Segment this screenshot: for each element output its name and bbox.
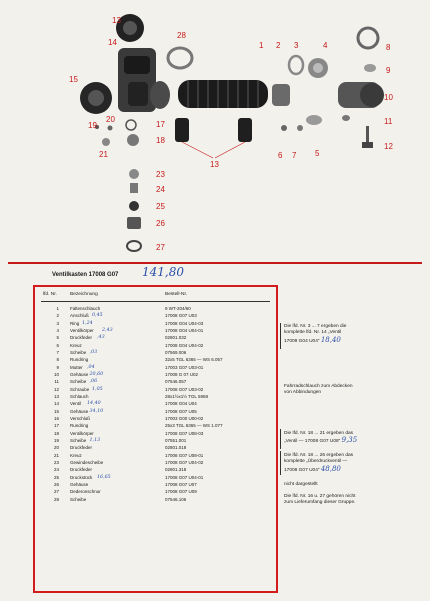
part-pressure-piece-25	[129, 201, 139, 211]
row-handwritten-price: 34,10	[89, 408, 104, 414]
row-name: Ventilkörper	[70, 430, 94, 436]
note-4-line-3: 17008 G07 U04“ 48,80	[284, 464, 341, 473]
row-nr: 14	[53, 401, 59, 407]
callout-21: 21	[99, 150, 108, 159]
table-row	[35, 349, 276, 356]
row-name: Gehäuse	[70, 408, 89, 414]
table-row	[35, 342, 276, 349]
callout-17: 17	[156, 120, 165, 129]
note-fahrradschlauch	[284, 384, 353, 397]
table-body	[35, 305, 276, 503]
row-nr: 19	[53, 437, 59, 443]
callout-10: 10	[384, 93, 393, 102]
part-washer-23	[129, 169, 139, 179]
table-row	[35, 437, 276, 444]
row-nr: 4	[56, 327, 59, 333]
note-6-line-2: zum Lieferumfang dieser Gruppe.	[284, 500, 356, 506]
part-nut-9	[364, 64, 376, 72]
note-4-price: 48,80	[320, 464, 341, 473]
row-nr: 23	[53, 459, 59, 465]
row-nr: 21	[53, 452, 59, 458]
row-name: Rundring	[70, 423, 89, 429]
note-1-line-3: 17009 G04 U04“ 18,40	[284, 335, 341, 344]
row-nr: 2	[56, 313, 59, 319]
table-row	[35, 466, 276, 473]
row-handwritten-price: ,06	[89, 379, 98, 385]
table-row	[35, 459, 276, 466]
row-name: Druckstück	[70, 474, 93, 480]
row-nr: 16	[53, 415, 59, 421]
row-order: 17008 G07 U03-02	[165, 386, 204, 392]
part-ring-28	[168, 48, 192, 68]
table-row	[35, 400, 276, 407]
row-name: Druckfeder	[70, 335, 93, 341]
row-name: Dederonschnur	[70, 489, 101, 495]
row-order: 17008 G04 U04-03	[165, 320, 204, 326]
row-name: Scheibe	[70, 437, 87, 443]
row-name: Schlauch	[70, 393, 89, 399]
row-handwritten-price: 1,05	[92, 386, 103, 392]
row-order: 17003 G00 U00-02	[165, 415, 204, 421]
part-valve-body-18	[127, 134, 139, 146]
callout-19: 19	[88, 121, 97, 130]
callout-5: 5	[315, 149, 320, 158]
note-6-line-1: Die lfd. Nr. 16 u. 27 gehören nicht	[284, 494, 356, 499]
row-order: 17003 G07 U03-01	[165, 364, 204, 370]
note-1-price: 18,40	[320, 335, 341, 344]
row-name: Scheibe	[70, 379, 87, 385]
part-screw-12	[362, 126, 373, 148]
row-order: 17008 G04 U04-02	[165, 342, 204, 348]
part-ring-17	[126, 120, 136, 130]
row-name: Scheibe	[70, 496, 87, 502]
note-4-line-1: Die lfd. Nr. 18 ... 26 ergeben das	[284, 453, 354, 458]
row-handwritten-price: ,43	[97, 335, 105, 341]
part-cord-27	[127, 241, 141, 251]
row-nr: 9	[56, 364, 59, 370]
part-spring-24	[130, 183, 138, 193]
row-order: 32x5 TGL 6365 — WS 6.057	[165, 357, 223, 363]
row-order: 9 WT-204/60	[165, 306, 191, 311]
row-nr: 24	[53, 467, 59, 473]
row-handwritten-price: 1,13	[89, 437, 101, 443]
note-2-line-2: von Abbindungen	[284, 390, 322, 396]
note-3-line-1: Die lfd. Nr. 18 ... 21 ergeben das	[284, 431, 354, 436]
section-title: Ventilkasten 17008 G07	[52, 272, 119, 278]
row-nr: 20	[53, 445, 59, 451]
header-rule	[41, 301, 270, 302]
table-row	[35, 474, 276, 481]
table-row	[35, 393, 276, 400]
table-row	[35, 386, 276, 393]
callout-23: 23	[156, 170, 165, 179]
row-nr: 8	[56, 357, 59, 363]
table-row	[35, 481, 276, 488]
row-handwritten-price: 0,45	[92, 313, 103, 319]
table-row	[35, 364, 276, 371]
note-lieferumfang	[284, 494, 355, 507]
row-order: 17008 G 07 U02	[165, 371, 199, 377]
part-housing-10	[338, 82, 384, 108]
table-row	[35, 356, 276, 363]
row-nr: 15	[53, 408, 59, 414]
row-order: 17008 G07 U03	[165, 313, 197, 319]
callout-11: 11	[384, 117, 393, 126]
part-spring-5	[306, 115, 322, 125]
callout-4: 4	[323, 41, 328, 50]
table-row	[35, 452, 276, 459]
callout-3: 3	[294, 41, 299, 50]
callout-15: 14	[108, 38, 117, 47]
row-name: Gehäuse	[70, 371, 89, 377]
row-order: 17008 G07 U08-01	[165, 452, 204, 458]
row-name: Mutter	[70, 364, 83, 370]
row-nr: 18	[53, 430, 59, 436]
row-name: Anschluß	[70, 313, 89, 319]
row-nr: 3	[56, 320, 59, 326]
parts-table	[33, 285, 278, 593]
row-nr: 27	[53, 489, 59, 495]
row-nr: 5	[56, 335, 59, 341]
table-row	[35, 408, 276, 415]
callout-27: 27	[156, 243, 165, 252]
table-row	[35, 415, 276, 422]
callout-25: 25	[156, 202, 165, 211]
table-row	[35, 430, 276, 437]
part-cross-6	[281, 125, 287, 131]
table-row	[35, 327, 276, 334]
table-row	[35, 334, 276, 341]
row-order: 17008 G07 U07	[165, 481, 197, 487]
row-name: Kreuz	[70, 452, 82, 458]
row-order: 17008 G07 U05	[165, 408, 197, 414]
row-order: 17008 G07 U09	[165, 489, 197, 495]
callout-1: 1	[259, 41, 264, 50]
part-ring-3	[289, 56, 303, 74]
row-order: 17008 G07 U04-01	[165, 474, 204, 480]
row-order: 02801.032	[165, 335, 187, 341]
header-name: Bezeichnung	[70, 292, 98, 297]
callout-14: 13	[112, 16, 121, 25]
callout-8: 8	[386, 43, 391, 52]
part-washer-11	[342, 115, 350, 121]
row-handwritten-price: ,03	[89, 349, 98, 355]
part-housing-15	[118, 48, 170, 112]
row-order: 07551.001	[165, 437, 187, 443]
callout-26: 26	[156, 219, 165, 228]
row-order: 07546.106	[165, 496, 187, 502]
callout-16: 15	[69, 75, 78, 84]
header-nr: lfd. Nr.	[43, 292, 57, 297]
part-hose-13b	[238, 118, 252, 142]
row-name: Scheibe	[70, 349, 87, 355]
callout-7: 7	[292, 151, 297, 160]
note-1-line-2: komplette lfd. Nr. 14 „Ventil	[284, 330, 342, 336]
callout-12: 12	[384, 142, 393, 151]
row-order: 28x1½x1½ TGL 5958	[165, 393, 209, 399]
row-order: 17008 G07 U08-03	[165, 430, 204, 436]
part-washer-7	[297, 125, 303, 131]
row-order: 17008 G04 U04-01	[165, 327, 204, 333]
callout-28: 28	[177, 31, 186, 40]
row-order: 25x3 TGL 6365 — WS 1.077	[165, 423, 223, 429]
section-divider	[8, 262, 422, 264]
note-bracket-1	[280, 323, 281, 349]
row-name: Faltenschlauch	[70, 306, 101, 311]
part-spring-20	[108, 126, 113, 131]
part-bellows-1	[178, 80, 268, 108]
row-nr: 6	[56, 342, 59, 348]
table-row	[35, 371, 276, 378]
row-name: Ventil	[70, 401, 82, 407]
row-handwritten-price: 1,24	[82, 320, 93, 326]
table-row	[35, 496, 276, 503]
note-4-line-2: komplette „Überdruckventil —	[284, 459, 348, 465]
row-name: Ventilkörper	[70, 327, 94, 333]
note-bracket-3	[280, 429, 281, 449]
handwritten-price: 141,80	[142, 265, 184, 279]
row-name: Ring	[70, 320, 80, 326]
row-nr: 26	[53, 481, 59, 487]
row-name: Verschluß	[70, 415, 91, 421]
table-row	[35, 488, 276, 495]
table-row	[35, 378, 276, 385]
row-order: 17008 G04 U04	[165, 401, 197, 407]
note-nicht-dargestellt: nicht dargestellt	[284, 482, 318, 487]
row-name: Kreuz	[70, 342, 82, 348]
row-name: Rundring	[70, 357, 89, 363]
note-ventil-14	[284, 324, 346, 345]
callout-24: 24	[156, 185, 165, 194]
note-3-price: 9,35	[341, 436, 358, 445]
part-cross-21	[102, 138, 110, 146]
header-order: Bestell-Nr.	[165, 292, 188, 297]
row-handwritten-price: 20,60	[89, 371, 104, 377]
row-nr: 7	[56, 349, 59, 355]
row-order: 07569.006	[165, 349, 187, 355]
row-handwritten-price: 16,65	[97, 474, 111, 480]
table-row	[35, 444, 276, 451]
row-nr: 17	[53, 423, 59, 429]
callout-6: 6	[278, 151, 283, 160]
row-name: Schraube	[70, 386, 90, 392]
row-name: Druckfeder	[70, 445, 93, 451]
row-handwritten-price: 2,43	[102, 327, 113, 333]
part-connector-2	[272, 84, 290, 106]
row-nr: 13	[53, 393, 59, 399]
note-ventil-g07-u08	[284, 431, 357, 446]
part-housing-26	[127, 217, 141, 229]
note-2-line-1: Fahrradschlauch zum Abdecken	[284, 384, 353, 389]
row-nr: 28	[53, 496, 59, 502]
row-nr: 25	[53, 474, 59, 480]
row-nr: 1	[56, 306, 59, 311]
row-order: 02801.318	[165, 467, 187, 473]
row-name: Druckfeder	[70, 467, 93, 473]
table-row	[35, 305, 276, 312]
note-ueberdruckventil	[284, 453, 353, 474]
table-row	[35, 320, 276, 327]
part-hose-13a	[175, 118, 189, 142]
row-order: 07546.057	[165, 379, 187, 385]
row-order: 02801.018	[165, 445, 187, 451]
table-row	[35, 422, 276, 429]
table-row	[35, 312, 276, 319]
row-name: Gehäuse	[70, 481, 89, 487]
row-nr: 11	[54, 379, 59, 385]
callout-13: 13	[210, 160, 219, 169]
note-3-line-2: „Ventil — 17008 G07 U08“ 9,35	[284, 436, 358, 445]
note-bracket-4	[280, 451, 281, 475]
callout-2: 2	[276, 41, 281, 50]
callout-9: 9	[386, 66, 391, 75]
callout-18: 18	[156, 136, 165, 145]
row-order: 17008 G07 U04-02	[165, 459, 204, 465]
row-nr: 12	[53, 386, 59, 392]
row-handwritten-price: ,04	[87, 364, 95, 370]
parts-illustration	[0, 0, 430, 262]
part-ring-8	[358, 28, 378, 48]
note-1-line-1: Die lfd. Nr. 3 ... 7 ergeben die	[284, 324, 347, 329]
callout-20: 20	[106, 115, 115, 124]
row-nr: 10	[53, 371, 59, 377]
row-handwritten-price: 14,40	[87, 401, 101, 407]
row-name: Gewindescheibe	[70, 459, 104, 465]
